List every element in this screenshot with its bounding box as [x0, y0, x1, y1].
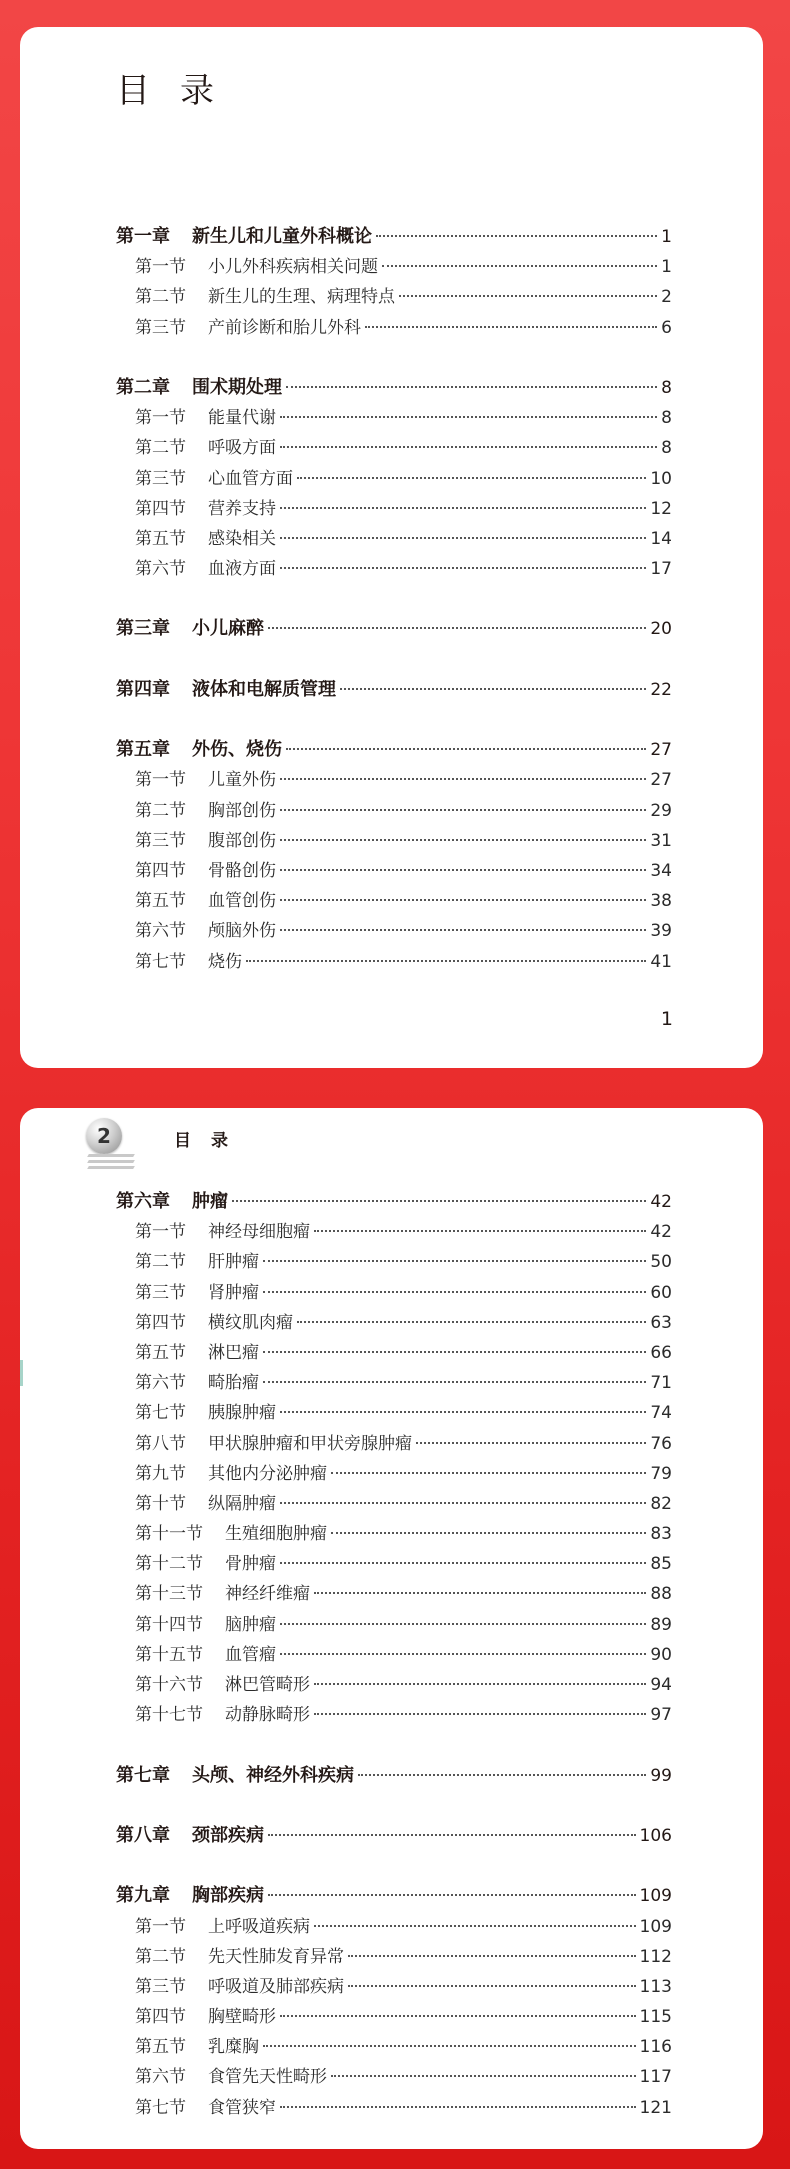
toc-page-number: 106	[639, 1825, 672, 1846]
toc-entry-title: 胸部创伤	[208, 800, 276, 821]
toc-leader-dots	[314, 1925, 636, 1927]
toc-entry-title: 食管先天性畸形	[208, 2067, 327, 2088]
toc-leader-dots	[286, 386, 657, 388]
toc-leader-dots	[280, 1411, 646, 1413]
toc-section-row[interactable]	[116, 796, 672, 826]
toc-section-row[interactable]	[116, 826, 672, 856]
toc-label: 第三节	[135, 1282, 186, 1303]
toc-section-row[interactable]	[116, 1610, 672, 1640]
toc-leader-dots	[263, 1291, 646, 1293]
toc-leader-dots	[314, 1683, 646, 1685]
toc-page-number: 17	[650, 559, 672, 580]
toc-label: 第四节	[135, 860, 186, 881]
toc-leader-dots	[280, 869, 646, 871]
toc-entry-title: 小儿外科疾病相关问题	[208, 257, 378, 278]
running-header-title: 目录	[174, 1131, 248, 1151]
toc-section-row[interactable]	[116, 1972, 672, 2002]
toc-entry-title: 畸胎瘤	[208, 1373, 259, 1394]
toc-leader-dots	[280, 778, 646, 780]
toc-chapter-row[interactable]	[116, 1761, 672, 1791]
toc-entry-title: 能量代谢	[208, 408, 276, 429]
toc-page-number: 12	[650, 498, 672, 519]
toc-entry-title: 动静脉畸形	[225, 1705, 310, 1726]
toc-leader-dots	[280, 1562, 646, 1564]
toc-section-row[interactable]	[116, 464, 672, 494]
toc-label: 第九章	[116, 1885, 170, 1907]
toc-leader-dots	[416, 1442, 646, 1444]
toc-section-row[interactable]	[116, 494, 672, 524]
toc-page-number: 22	[650, 679, 672, 700]
toc-page-number: 6	[661, 317, 672, 338]
toc-label: 第六节	[135, 1373, 186, 1394]
toc-gap	[116, 705, 672, 735]
toc-leader-dots	[358, 1774, 646, 1776]
toc-label: 第二章	[116, 376, 170, 398]
toc-page-number: 39	[650, 921, 672, 942]
toc-section-row[interactable]	[116, 1489, 672, 1519]
toc-leader-dots	[263, 2045, 636, 2047]
toc-leader-dots	[331, 1472, 646, 1474]
toc-page-number: 116	[639, 2037, 672, 2058]
toc-section-row[interactable]	[116, 1368, 672, 1398]
toc-section-row[interactable]	[116, 2062, 672, 2092]
toc-leader-dots	[280, 839, 646, 841]
toc-page-number: 50	[650, 1252, 672, 1273]
toc-entry-title: 新生儿和儿童外科概论	[192, 226, 372, 247]
toc-chapter-row[interactable]	[116, 222, 672, 252]
toc-label: 第十六节	[135, 1675, 203, 1695]
toc-entry-title: 肝肿瘤	[208, 1252, 259, 1273]
toc-leader-dots	[376, 235, 657, 237]
toc-label: 第七节	[135, 2097, 186, 2118]
toc-page-number: 79	[650, 1463, 672, 1484]
toc-entry-title: 淋巴管畸形	[225, 1675, 310, 1695]
toc-gap	[116, 645, 672, 675]
toc-label: 第六节	[135, 921, 186, 942]
toc-label: 第十四节	[135, 1614, 203, 1635]
toc-leader-dots	[399, 295, 657, 297]
toc-label: 第四节	[135, 1312, 186, 1333]
toc-chapter-row[interactable]	[116, 675, 672, 705]
toc-leader-dots	[280, 567, 646, 569]
toc-page-1	[20, 27, 763, 1068]
toc-page-number: 8	[661, 377, 672, 398]
toc-section-row[interactable]	[116, 252, 672, 282]
toc-entry-title: 胰腺肿瘤	[208, 1403, 276, 1424]
toc-entry-title: 肾肿瘤	[208, 1282, 259, 1303]
toc-page-number: 112	[639, 1946, 672, 1967]
toc-leader-dots	[348, 1985, 636, 1987]
toc-entry-title: 肿瘤	[192, 1191, 228, 1212]
toc-page-number: 94	[650, 1675, 672, 1695]
toc-leader-dots	[297, 1321, 646, 1323]
toc-label: 第三节	[135, 468, 186, 489]
toc-entry-title: 感染相关	[208, 528, 276, 549]
toc-leader-dots	[280, 2015, 636, 2017]
toc-entry-title: 骨骼创伤	[208, 860, 276, 881]
toc-entry-title: 横纹肌肉瘤	[208, 1312, 293, 1333]
toc-page-number: 29	[650, 800, 672, 821]
toc-section-row[interactable]	[116, 856, 672, 886]
toc-label: 第一节	[135, 408, 186, 429]
toc-leader-dots	[280, 537, 646, 539]
toc-leader-dots	[331, 2075, 636, 2077]
toc-entry-title: 腹部创伤	[208, 830, 276, 851]
toc-leader-dots	[314, 1713, 646, 1715]
toc-label: 第十七节	[135, 1705, 203, 1726]
toc-page-number: 115	[639, 2007, 672, 2028]
toc-entry-title: 颅脑外伤	[208, 921, 276, 942]
toc-entry-title: 儿童外伤	[208, 770, 276, 791]
toc-section-row[interactable]	[116, 403, 672, 433]
toc-page-number: 85	[650, 1554, 672, 1575]
toc-page-number: 74	[650, 1403, 672, 1424]
toc-section-row[interactable]	[116, 1278, 672, 1308]
toc-label: 第八章	[116, 1824, 170, 1846]
toc-entry-title: 先天性肺发育异常	[208, 1946, 344, 1967]
toc-entry-title: 胸壁畸形	[208, 2007, 276, 2028]
toc-section-row[interactable]	[116, 947, 672, 977]
toc-gap	[116, 343, 672, 373]
toc-gap	[116, 1851, 672, 1881]
toc-label: 第二节	[135, 1252, 186, 1273]
toc-label: 第七章	[116, 1764, 170, 1786]
toc-entry-title: 生殖细胞肿瘤	[225, 1524, 327, 1545]
toc-leader-dots	[331, 1532, 646, 1534]
toc-section-row[interactable]	[116, 313, 672, 343]
toc-section-row[interactable]	[116, 1942, 672, 1972]
toc-leader-dots	[280, 2106, 636, 2108]
toc-section-row[interactable]	[116, 1640, 672, 1670]
toc-entry-title: 液体和电解质管理	[192, 678, 336, 700]
toc-page-number: 27	[650, 740, 672, 761]
toc-section-row[interactable]	[116, 765, 672, 795]
toc-section-row[interactable]	[116, 1308, 672, 1338]
toc-section-row[interactable]	[116, 1549, 672, 1579]
toc-label: 第三节	[135, 830, 186, 851]
toc-label: 第五章	[116, 739, 170, 761]
toc-label: 第九节	[135, 1463, 186, 1484]
toc-entry-title: 外伤、烧伤	[192, 739, 282, 761]
toc-label: 第六章	[116, 1191, 170, 1212]
toc-list	[116, 1187, 672, 2123]
toc-leader-dots	[232, 1200, 646, 1202]
toc-section-row[interactable]	[116, 1670, 672, 1700]
toc-entry-title: 骨肿瘤	[225, 1554, 276, 1575]
toc-section-row[interactable]	[116, 1519, 672, 1549]
toc-chapter-row[interactable]	[116, 1821, 672, 1851]
toc-entry-title: 产前诊断和胎儿外科	[208, 317, 361, 338]
toc-entry-title: 甲状腺肿瘤和甲状旁腺肿瘤	[208, 1433, 412, 1454]
toc-label: 第六节	[135, 2067, 186, 2088]
toc-chapter-row[interactable]	[116, 614, 672, 644]
toc-entry-title: 淋巴瘤	[208, 1342, 259, 1363]
toc-label: 第三节	[135, 317, 186, 338]
toc-entry-title: 烧伤	[208, 951, 242, 972]
toc-entry-title: 血管瘤	[225, 1644, 276, 1665]
toc-label: 第二节	[135, 438, 186, 459]
toc-entry-title: 呼吸道及肺部疾病	[208, 1976, 344, 1997]
toc-page-number: 83	[650, 1524, 672, 1545]
toc-section-row[interactable]	[116, 433, 672, 463]
toc-section-row[interactable]	[116, 1398, 672, 1428]
toc-leader-dots	[263, 1351, 646, 1353]
toc-label: 第十五节	[135, 1644, 203, 1665]
toc-entry-title: 脑肿瘤	[225, 1614, 276, 1635]
page-number-badge: 2	[86, 1118, 122, 1154]
toc-section-row[interactable]	[116, 554, 672, 584]
toc-page-number: 71	[650, 1373, 672, 1394]
toc-page-number: 1	[661, 227, 672, 247]
toc-page-number: 113	[639, 1976, 672, 1997]
toc-entry-title: 心血管方面	[208, 468, 293, 489]
toc-leader-dots	[314, 1230, 646, 1232]
toc-page-number: 97	[650, 1705, 672, 1726]
toc-leader-dots	[280, 1653, 646, 1655]
toc-label: 第二节	[135, 287, 186, 308]
toc-section-row[interactable]	[116, 2032, 672, 2062]
toc-page-number: 14	[650, 528, 672, 549]
toc-page-number: 20	[650, 619, 672, 640]
toc-entry-title: 神经母细胞瘤	[208, 1222, 310, 1243]
toc-section-row[interactable]	[116, 2093, 672, 2123]
toc-page-number: 8	[661, 438, 672, 459]
toc-page-number: 90	[650, 1644, 672, 1665]
toc-page-number: 42	[650, 1222, 672, 1243]
toc-leader-dots	[263, 1260, 646, 1262]
toc-label: 第十一节	[135, 1524, 203, 1545]
toc-label: 第五节	[135, 528, 186, 549]
toc-entry-title: 新生儿的生理、病理特点	[208, 287, 395, 308]
toc-page-number: 2	[661, 287, 672, 308]
toc-entry-title: 神经纤维瘤	[225, 1584, 310, 1605]
toc-label: 第四节	[135, 2007, 186, 2028]
toc-leader-dots	[382, 265, 657, 267]
toc-entry-title: 呼吸方面	[208, 438, 276, 459]
toc-section-row[interactable]	[116, 1912, 672, 1942]
toc-page-number: 34	[650, 860, 672, 881]
toc-section-row[interactable]	[116, 1338, 672, 1368]
toc-section-row[interactable]	[116, 1579, 672, 1609]
toc-leader-dots	[246, 960, 646, 962]
toc-entry-title: 其他内分泌肿瘤	[208, 1463, 327, 1484]
toc-section-row[interactable]	[116, 916, 672, 946]
toc-leader-dots	[280, 507, 646, 509]
toc-leader-dots	[268, 627, 646, 629]
toc-leader-dots	[280, 1502, 646, 1504]
toc-label: 第一章	[116, 226, 170, 247]
toc-entry-title: 血液方面	[208, 559, 276, 580]
toc-entry-title: 乳糜胸	[208, 2037, 259, 2058]
toc-entry-title: 颈部疾病	[192, 1824, 264, 1846]
toc-section-row[interactable]	[116, 1217, 672, 1247]
toc-page-number: 8	[661, 408, 672, 429]
toc-label: 第五节	[135, 1342, 186, 1363]
toc-page-number: 76	[650, 1433, 672, 1454]
toc-page-number: 89	[650, 1614, 672, 1635]
page-header	[86, 1114, 286, 1174]
toc-label: 第十二节	[135, 1554, 203, 1575]
toc-page-number: 63	[650, 1312, 672, 1333]
toc-chapter-row[interactable]	[116, 1187, 672, 1217]
toc-label: 第五节	[135, 2037, 186, 2058]
toc-label: 第八节	[135, 1433, 186, 1454]
toc-label: 第四节	[135, 498, 186, 519]
toc-gap	[116, 1730, 672, 1760]
toc-label: 第二节	[135, 800, 186, 821]
toc-section-row[interactable]	[116, 886, 672, 916]
toc-label: 第二节	[135, 1946, 186, 1967]
toc-leader-dots	[268, 1834, 636, 1836]
toc-leader-dots	[280, 929, 646, 931]
toc-chapter-row[interactable]	[116, 735, 672, 765]
toc-page-number: 82	[650, 1493, 672, 1514]
toc-page-2	[20, 1108, 763, 2149]
toc-page-number: 42	[650, 1192, 672, 1212]
toc-leader-dots	[263, 1381, 646, 1383]
toc-gap	[116, 584, 672, 614]
toc-leader-dots	[280, 416, 657, 418]
toc-page-number: 88	[650, 1584, 672, 1605]
toc-section-row[interactable]	[116, 282, 672, 312]
toc-entry-title: 纵隔肿瘤	[208, 1493, 276, 1514]
toc-leader-dots	[280, 1623, 646, 1625]
toc-chapter-row[interactable]	[116, 373, 672, 403]
toc-entry-title: 食管狭窄	[208, 2097, 276, 2118]
toc-label: 第十三节	[135, 1584, 203, 1605]
toc-entry-title: 营养支持	[208, 498, 276, 519]
toc-label: 第一节	[135, 257, 186, 278]
toc-section-row[interactable]	[116, 524, 672, 554]
toc-label: 第一节	[135, 770, 186, 791]
toc-section-row[interactable]	[116, 1247, 672, 1277]
toc-leader-dots	[297, 477, 646, 479]
toc-leader-dots	[280, 899, 646, 901]
toc-label: 第四章	[116, 678, 170, 700]
toc-entry-title: 上呼吸道疾病	[208, 1916, 310, 1937]
toc-leader-dots	[280, 809, 646, 811]
toc-entry-title: 头颅、神经外科疾病	[192, 1764, 354, 1786]
toc-page-number: 121	[639, 2097, 672, 2118]
toc-chapter-row[interactable]	[116, 1881, 672, 1911]
toc-entry-title: 围术期处理	[192, 376, 282, 398]
toc-page-number: 99	[650, 1765, 672, 1786]
toc-section-row[interactable]	[116, 1429, 672, 1459]
toc-label: 第七节	[135, 1403, 186, 1424]
toc-label: 第五节	[135, 891, 186, 912]
toc-entry-title: 小儿麻醉	[192, 618, 264, 640]
toc-entry-title: 血管创伤	[208, 891, 276, 912]
toc-label: 第三节	[135, 1976, 186, 1997]
book-stack-icon	[88, 1154, 134, 1172]
toc-page-number: 10	[650, 468, 672, 489]
toc-gap	[116, 1791, 672, 1821]
toc-section-row[interactable]	[116, 1700, 672, 1730]
toc-page-number: 117	[639, 2067, 672, 2088]
toc-page-number: 38	[650, 891, 672, 912]
edge-mark	[20, 1360, 23, 1386]
toc-leader-dots	[314, 1592, 646, 1594]
toc-section-row[interactable]	[116, 1459, 672, 1489]
toc-label: 第七节	[135, 951, 186, 972]
toc-leader-dots	[286, 748, 646, 750]
toc-page-number: 66	[650, 1342, 672, 1363]
page-number: 1	[660, 1008, 673, 1030]
toc-page-number: 109	[639, 1886, 672, 1907]
toc-page-number: 60	[650, 1282, 672, 1303]
toc-leader-dots	[268, 1894, 636, 1896]
toc-list	[116, 222, 672, 977]
toc-leader-dots	[340, 688, 646, 690]
toc-label: 第一节	[135, 1916, 186, 1937]
toc-title: 目录	[116, 71, 244, 111]
toc-label: 第十节	[135, 1493, 186, 1514]
toc-label: 第三章	[116, 618, 170, 640]
toc-entry-title: 胸部疾病	[192, 1885, 264, 1907]
toc-leader-dots	[348, 1955, 636, 1957]
toc-label: 第一节	[135, 1222, 186, 1243]
toc-page-number: 31	[650, 830, 672, 851]
toc-page-number: 1	[661, 257, 672, 278]
toc-page-number: 27	[650, 770, 672, 791]
toc-page-number: 109	[639, 1916, 672, 1937]
toc-leader-dots	[365, 326, 657, 328]
toc-page-number: 41	[650, 951, 672, 972]
toc-leader-dots	[280, 446, 657, 448]
toc-label: 第六节	[135, 559, 186, 580]
toc-section-row[interactable]	[116, 2002, 672, 2032]
